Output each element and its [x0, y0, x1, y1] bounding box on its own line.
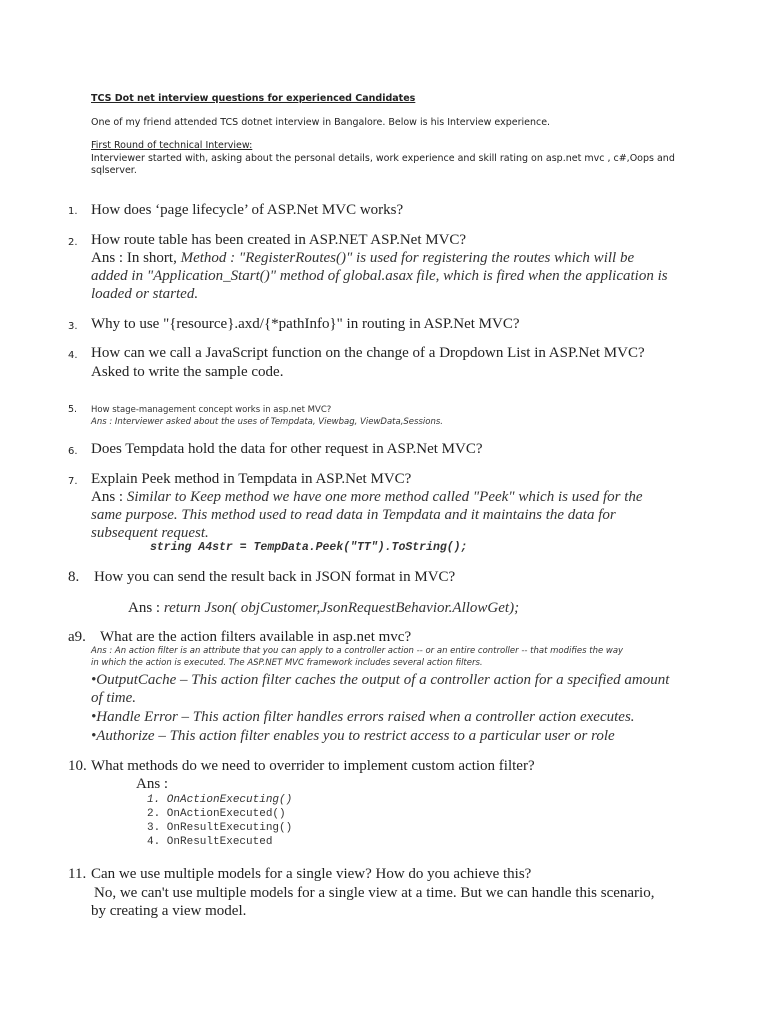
question-text: Can we use multiple models for a single view? How do you achieve this?: [91, 866, 532, 882]
bullet-handle-error: •Handle Error – This action filter handles errors raised when a controller action executes.: [91, 709, 635, 725]
code-snippet: string A4str = TempData.Peek("TT").ToString();: [150, 541, 468, 554]
question-text: How stage-management concept works in asp.net MVC?: [91, 405, 332, 415]
question-number: 11.: [68, 866, 87, 882]
question-number: 2.: [68, 237, 78, 248]
answer-line: in which the action is executed. The ASP.NET MVC framework includes several action filters.: [91, 658, 483, 668]
question-number: a9.: [68, 629, 86, 645]
answer-line: No, we can't use multiple models for a single view at a time. But we can handle this scenario,: [94, 885, 655, 901]
method-item: 3. OnResultExecuting(): [147, 822, 293, 834]
answer-line: Ans : In short, Method : "RegisterRoutes()" is used for registering the routes which will be: [91, 250, 635, 266]
question-number: 10.: [68, 758, 87, 774]
question-text: Asked to write the sample code.: [91, 364, 284, 380]
question-text: Does Tempdata hold the data for other request in ASP.Net MVC?: [91, 441, 483, 457]
question-number: 6.: [68, 446, 78, 457]
round-title: First Round of technical Interview:: [91, 140, 253, 151]
intro-text: One of my friend attended TCS dotnet interview in Bangalore. Below is his Interview experience.: [91, 117, 551, 128]
question-number: 1.: [68, 206, 78, 217]
answer-line: subsequent request.: [91, 525, 209, 541]
question-text: How does ‘page lifecycle’ of ASP.Net MVC works?: [91, 202, 404, 218]
bullet-authorize: •Authorize – This action filter enables you to restrict access to a particular user or role: [91, 728, 615, 744]
question-text: What methods do we need to overrider to implement custom action filter?: [91, 758, 535, 774]
question-number: 3.: [68, 321, 78, 332]
round-description-line2: sqlserver.: [91, 165, 137, 176]
question-text: How can we call a JavaScript function on the change of a Dropdown List in ASP.Net MVC?: [91, 345, 645, 361]
answer-line: loaded or started.: [91, 286, 199, 302]
round-description-line1: Interviewer started with, asking about the personal details, work experience and skill rating on asp.net mvc , c#,Oops and: [91, 153, 675, 164]
answer-line: same purpose. This method used to read data in Tempdata and it maintains the data for: [91, 507, 616, 523]
method-item: 2. OnActionExecuted(): [147, 808, 286, 820]
bullet-output-cache-cont: of time.: [91, 690, 136, 706]
question-number: 4.: [68, 350, 78, 361]
answer-line: Ans : Interviewer asked about the uses of Tempdata, Viewbag, ViewData,Sessions.: [91, 417, 443, 427]
question-text: Explain Peek method in Tempdata in ASP.Net MVC?: [91, 471, 412, 487]
document-title: TCS Dot net interview questions for experienced Candidates: [91, 93, 416, 104]
answer-line: Ans : return Json( objCustomer,JsonRequestBehavior.AllowGet);: [128, 600, 520, 616]
answer-label: Ans :: [136, 776, 169, 792]
answer-line: Ans : Similar to Keep method we have one more method called "Peek" which is used for the: [91, 489, 643, 505]
method-item: 1. OnActionExecuting(): [147, 794, 293, 806]
answer-line: by creating a view model.: [91, 903, 247, 919]
question-text: What are the action filters available in asp.net mvc?: [100, 629, 412, 645]
question-number: 5.: [68, 404, 78, 415]
answer-line: Ans : An action filter is an attribute that you can apply to a controller action -- or an entire controller -- that modifies the way: [91, 646, 624, 656]
question-text: Why to use "{resource}.axd/{*pathInfo}" in routing in ASP.Net MVC?: [91, 316, 520, 332]
method-item: 4. OnResultExecuted: [147, 836, 273, 848]
question-number: 8.: [68, 569, 80, 585]
answer-line: added in "Application_Start()" method of global.asax file, which is fired when the application is: [91, 268, 668, 284]
bullet-output-cache: •OutputCache – This action filter caches the output of a controller action for a specified amount: [91, 672, 670, 688]
question-text: How route table has been created in ASP.NET ASP.Net MVC?: [91, 232, 467, 248]
question-number: 7.: [68, 476, 78, 487]
question-text: How you can send the result back in JSON format in MVC?: [94, 569, 456, 585]
